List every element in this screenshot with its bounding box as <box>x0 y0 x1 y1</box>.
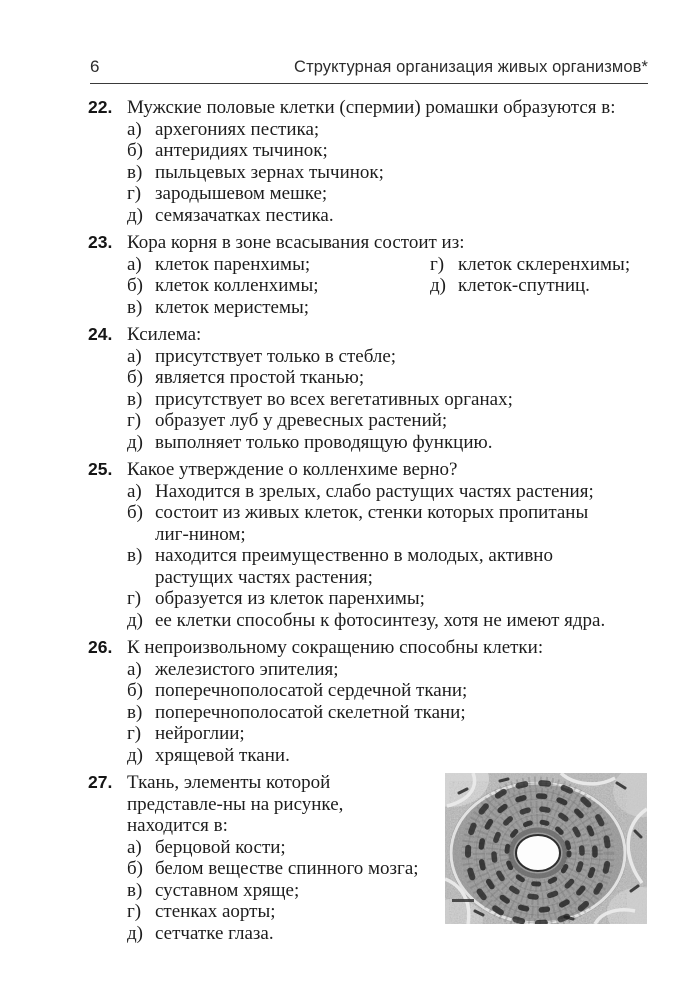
option-row <box>127 183 648 205</box>
question-text: Ткань, элементы которой представле-ны на рисунке, находится в: <box>127 772 344 836</box>
option-row <box>127 297 430 319</box>
option-letter: б) <box>127 858 143 879</box>
option-letter: а) <box>127 118 142 140</box>
bone-tissue-micrograph <box>445 773 647 924</box>
option-row <box>127 659 648 681</box>
question-23 <box>88 232 648 318</box>
option-letter: б) <box>127 140 143 161</box>
option-text: образуется из клеток паренхимы; <box>155 588 425 609</box>
question-26 <box>88 637 648 766</box>
option-text: зародышевом мешке; <box>155 183 328 204</box>
option-text: присутствует во всех вегетативных органах; <box>155 388 513 410</box>
option-letter: г) <box>127 588 142 609</box>
option-row <box>127 545 648 588</box>
options-column-left <box>127 254 430 319</box>
option-row <box>127 140 648 162</box>
page-number: 6 <box>90 57 100 76</box>
question-number: 27. <box>88 772 113 792</box>
option-letter: д) <box>127 744 143 766</box>
option-row <box>127 119 648 141</box>
questions-list <box>88 97 648 950</box>
option-text: семязачатках пестика. <box>155 204 334 226</box>
option-text: нейроглии; <box>155 723 245 744</box>
option-letter: г) <box>127 183 142 204</box>
option-row <box>127 389 648 411</box>
option-text: Находится в зрелых, слабо растущих частях растения; <box>155 480 594 502</box>
option-letter: д) <box>127 431 143 453</box>
option-row <box>127 410 648 432</box>
question-number: 22. <box>88 97 113 117</box>
option-letter: в) <box>127 388 143 410</box>
option-text: клеток меристемы; <box>155 296 310 318</box>
question-number: 26. <box>88 637 113 657</box>
option-letter: а) <box>127 253 142 275</box>
option-text: образует луб у древесных растений; <box>155 410 448 431</box>
option-row <box>127 680 648 702</box>
option-row <box>127 588 648 610</box>
question-24 <box>88 324 648 453</box>
option-text: белом веществе спинного мозга; <box>155 858 419 879</box>
option-text: клеток колленхимы; <box>155 275 319 296</box>
option-letter: а) <box>127 480 142 502</box>
option-text: суставном хряще; <box>155 879 300 901</box>
option-row <box>127 275 430 297</box>
option-row <box>127 610 648 632</box>
option-row <box>127 162 648 184</box>
option-text: ее клетки способны к фотосинтезу, хотя не имеют ядра. <box>155 609 606 631</box>
option-letter: г) <box>127 410 142 431</box>
option-letter: в) <box>127 879 143 901</box>
option-row <box>127 481 648 503</box>
option-letter: д) <box>127 204 143 226</box>
option-letter: б) <box>127 502 143 523</box>
question-text: Мужские половые клетки (спермии) ромашки образуются в: <box>127 97 616 118</box>
option-text: клеток паренхимы; <box>155 253 311 275</box>
option-letter: г) <box>430 253 445 275</box>
option-text: состоит из живых клеток, стенки которых пропитаны лиг-нином; <box>155 502 589 545</box>
question-27 <box>88 772 648 944</box>
option-text: сетчатке глаза. <box>155 922 274 944</box>
question-text: Какое утверждение о колленхиме верно? <box>127 459 458 480</box>
option-row <box>127 723 648 745</box>
option-letter: а) <box>127 836 142 858</box>
option-row <box>127 367 648 389</box>
option-letter: г) <box>127 901 142 922</box>
option-letter: д) <box>430 275 446 296</box>
option-text: хрящевой ткани. <box>155 744 290 766</box>
question-text: Ксилема: <box>127 324 202 345</box>
option-text: берцовой кости; <box>155 836 286 858</box>
option-text: присутствует только в стебле; <box>155 345 397 367</box>
option-row <box>127 702 648 724</box>
question-number: 25. <box>88 459 113 479</box>
option-letter: а) <box>127 345 142 367</box>
option-letter: г) <box>127 723 142 744</box>
option-letter: в) <box>127 161 143 183</box>
option-text: является простой тканью; <box>155 367 365 388</box>
option-text: архегониях пестика; <box>155 118 320 140</box>
option-text: железистого эпителия; <box>155 658 339 680</box>
option-letter: в) <box>127 296 143 318</box>
option-letter: в) <box>127 545 143 566</box>
option-letter: в) <box>127 701 143 723</box>
options-column-right <box>430 254 648 319</box>
option-text: поперечнополосатой скелетной ткани; <box>155 701 466 723</box>
option-letter: д) <box>127 922 143 944</box>
option-text: антеридиях тычинок; <box>155 140 328 161</box>
page-header <box>90 57 648 84</box>
option-row <box>127 432 648 454</box>
question-number: 24. <box>88 324 113 344</box>
option-letter: б) <box>127 367 143 388</box>
option-row <box>127 502 648 545</box>
scale-bar <box>452 899 474 902</box>
option-row <box>127 254 430 276</box>
option-row <box>430 254 648 276</box>
option-row <box>430 275 648 297</box>
haversian-canal <box>516 835 560 871</box>
option-text: клеток склеренхимы; <box>458 253 631 275</box>
option-row <box>127 745 648 767</box>
option-row <box>127 205 648 227</box>
option-text: стенках аорты; <box>155 901 276 922</box>
option-text: пыльцевых зернах тычинок; <box>155 161 384 183</box>
option-text: клеток-спутниц. <box>458 275 590 296</box>
question-text: Кора корня в зоне всасывания состоит из: <box>127 232 465 253</box>
options-two-columns <box>127 254 648 319</box>
question-22 <box>88 97 648 226</box>
option-text: поперечнополосатой сердечной ткани; <box>155 680 468 701</box>
option-text: находится преимущественно в молодых, активно растущих частях растения; <box>155 545 553 588</box>
option-row <box>127 923 648 945</box>
question-text: К непроизвольному сокращению способны клетки: <box>127 637 544 658</box>
option-letter: б) <box>127 275 143 296</box>
option-letter: а) <box>127 658 142 680</box>
running-title: Структурная организация живых организмов* <box>294 58 648 76</box>
option-letter: д) <box>127 609 143 631</box>
option-text: выполняет только проводящую функцию. <box>155 431 493 453</box>
question-25 <box>88 459 648 631</box>
option-row <box>127 346 648 368</box>
option-letter: б) <box>127 680 143 701</box>
question-number: 23. <box>88 232 113 252</box>
